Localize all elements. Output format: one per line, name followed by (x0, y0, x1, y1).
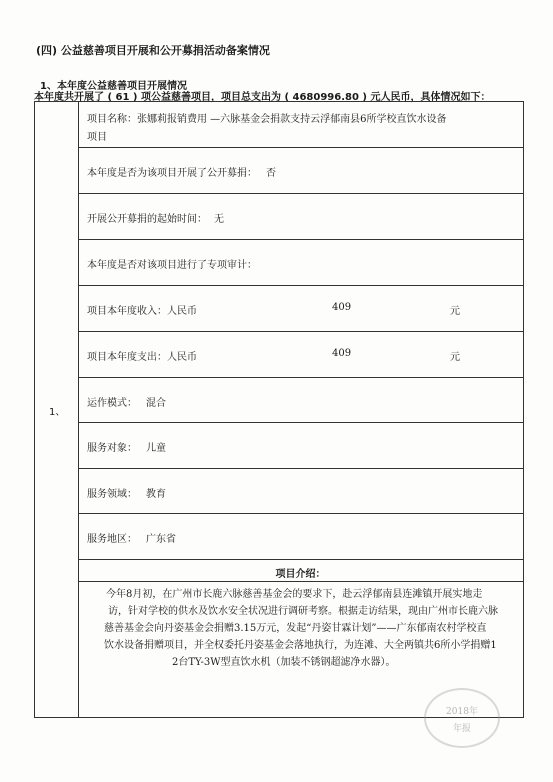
intro-line: 2台TY-3W型直饮水机（加装不锈钢超滤净水器）。 (172, 657, 396, 668)
intro-line: 访，针对学校的供水及饮水安全状况进行调研考察。根据走访结果，现由广州市长鹿六脉 (108, 606, 498, 617)
income-amount: 409 (332, 302, 352, 313)
item-number-column (35, 102, 79, 717)
service-field-label: 服务领域： (87, 489, 137, 500)
item-number: 1、 (49, 407, 66, 418)
expense-amount: 409 (332, 348, 352, 359)
service-target-label: 服务对象： (87, 443, 137, 454)
sub-title: 1、本年度公益慈善项目开展情况 (40, 81, 187, 92)
special-audit-row (78, 240, 523, 286)
service-field-value: 教育 (146, 489, 166, 500)
expense-row (78, 332, 523, 378)
summary-line: 本年度共开展了 ( 61 ) 项公益慈善项目，项目总支出为 ( 4680996.80 ) 元人民币，具体情况如下： (34, 92, 491, 103)
intro-line: 慈善基金会向丹姿基金会捐赠3.15万元，发起“丹姿甘霖计划”——广东郁南农村学校直 (104, 623, 487, 634)
income-row (78, 286, 523, 332)
income-label: 项目本年度收入：人民币 (87, 306, 197, 317)
service-field-row (78, 469, 523, 514)
section-title: (四) 公益慈善项目开展和公开募捐活动备案情况 (36, 44, 270, 57)
project-name-value-line1: 张娜莉报销费用 —六脉基金会捐款支持云浮郁南县6所学校直饮水设备 (137, 114, 447, 125)
service-region-label: 服务地区： (87, 534, 137, 545)
service-target-row (78, 423, 523, 469)
operation-mode-row (78, 378, 523, 423)
project-intro-header-row (78, 560, 523, 582)
intro-line: 今年8月初，在广州市长鹿六脉慈善基金会的要求下，赴云浮郁南县连滩镇开展实地走 (106, 589, 483, 600)
project-name-row (78, 102, 523, 148)
public-fundraising-value: 否 (266, 168, 276, 179)
service-region-row (78, 514, 523, 560)
operation-mode-value: 混合 (146, 398, 166, 409)
operation-mode-label: 运作模式： (87, 398, 137, 409)
stamp-label: 年报 (452, 724, 471, 734)
public-fundraising-label: 本年度是否为该项目开展了公开募捐： (87, 168, 257, 179)
project-table (34, 101, 524, 718)
fundraising-start-label: 开展公开募捐的起始时间： (87, 214, 207, 225)
project-name-value-line2: 项目 (87, 132, 107, 143)
intro-line: 饮水设备捐赠项目，并全权委托丹姿基金会落地执行，为连滩、大全两镇共6所小学捐赠1 (104, 640, 497, 651)
project-name-label: 项目名称： (87, 114, 137, 125)
service-target-value: 儿童 (146, 443, 166, 454)
expense-label: 项目本年度支出：人民币 (87, 352, 197, 363)
special-audit-label: 本年度是否对该项目进行了专项审计： (87, 260, 257, 271)
income-unit: 元 (450, 306, 460, 317)
public-fundraising-row (78, 148, 523, 194)
service-region-value: 广东省 (146, 534, 176, 545)
annual-report-stamp (424, 688, 500, 748)
fundraising-start-row (78, 194, 523, 240)
stamp-year: 2018年 (446, 707, 478, 717)
fundraising-start-value: 无 (214, 214, 224, 225)
project-intro-title: 项目介绍： (275, 569, 326, 580)
project-intro-body (78, 583, 523, 671)
expense-unit: 元 (450, 352, 460, 363)
